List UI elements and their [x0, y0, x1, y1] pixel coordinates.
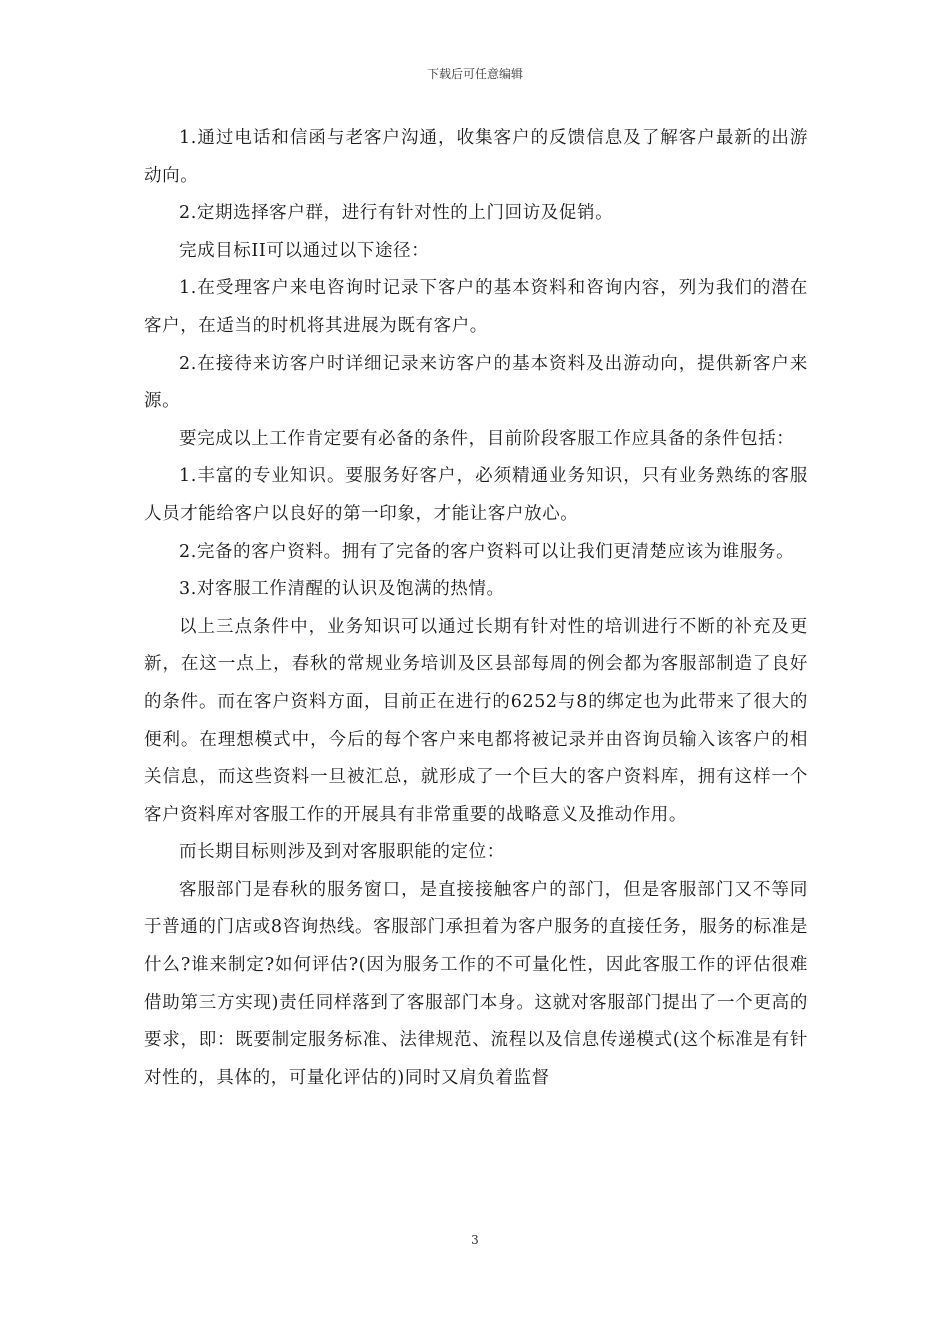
page-number: 3: [471, 1233, 479, 1247]
paragraph: 客服部门是春秋的服务窗口，是直接接触客户的部门，但是客服部门又不等同于普通的门店或8咨询热线。客服部门承担着为客户服务的直接任务，服务的标准是什么?谁来制定?如何评估?(因为服务工作的不可量化性，因此客服工作的评估很难借助第三方实现)责任同样落到了客服部门本身。这就对客服部门提出了一个更高的要求，即：既要制定服务标准、法律规范、流程以及信息传递模式(这个标准是有针对性的，具体的，可量化评估的)同时又肩负着监督: [144, 879, 808, 1088]
paragraph: 以上三点条件中，业务知识可以通过长期有针对性的培训进行不断的补充及更新，在这一点上，春秋的常规业务培训及区县部每周的例会都为客服部制造了良好的条件。而在客户资料方面，目前正在进行的6252与8的绑定也为此带来了很大的便利。在理想模式中，今后的每个客户来电都将被记录并由咨询员输入该客户的相关信息，而这些资料一旦被汇总，就形成了一个巨大的客户资料库，拥有这样一个客户资料库对客服工作的开展具有非常重要的战略意义及推动作用。: [144, 616, 808, 825]
paragraph: 1.丰富的专业知识。要服务好客户，必须精通业务知识，只有业务熟练的客服人员才能给客户以良好的第一印象，才能让客户放心。: [144, 466, 808, 524]
paragraph: 2.在接待来访客户时详细记录来访客户的基本资料及出游动向，提供新客户来源。: [144, 353, 808, 412]
paragraph: 要完成以上工作肯定要有必备的条件，目前阶段客服工作应具备的条件包括：: [179, 428, 795, 449]
paragraph: 而长期目标则涉及到对客服职能的定位：: [179, 842, 505, 863]
paragraph: 1.通过电话和信函与老客户沟通，收集客户的反馈信息及了解客户最新的出游动向。: [144, 128, 808, 186]
paragraph: 2.完备的客户资料。拥有了完备的客户资料可以让我们更清楚应该为谁服务。: [179, 541, 795, 562]
paragraph: 2.定期选择客户群，进行有针对性的上门回访及促销。: [179, 203, 614, 224]
paragraph: 完成目标II可以通过以下途径：: [179, 240, 430, 261]
paragraph: 1.在受理客户来电咨询时记录下客户的基本资料和咨询内容，列为我们的潜在客户，在适当的时机将其进展为既有客户。: [144, 278, 808, 336]
body-text: [144, 120, 808, 1097]
page-header: 下载后可任意编辑: [426, 67, 523, 81]
paragraph: 3.对客服工作清醒的认识及饱满的热情。: [179, 579, 505, 600]
